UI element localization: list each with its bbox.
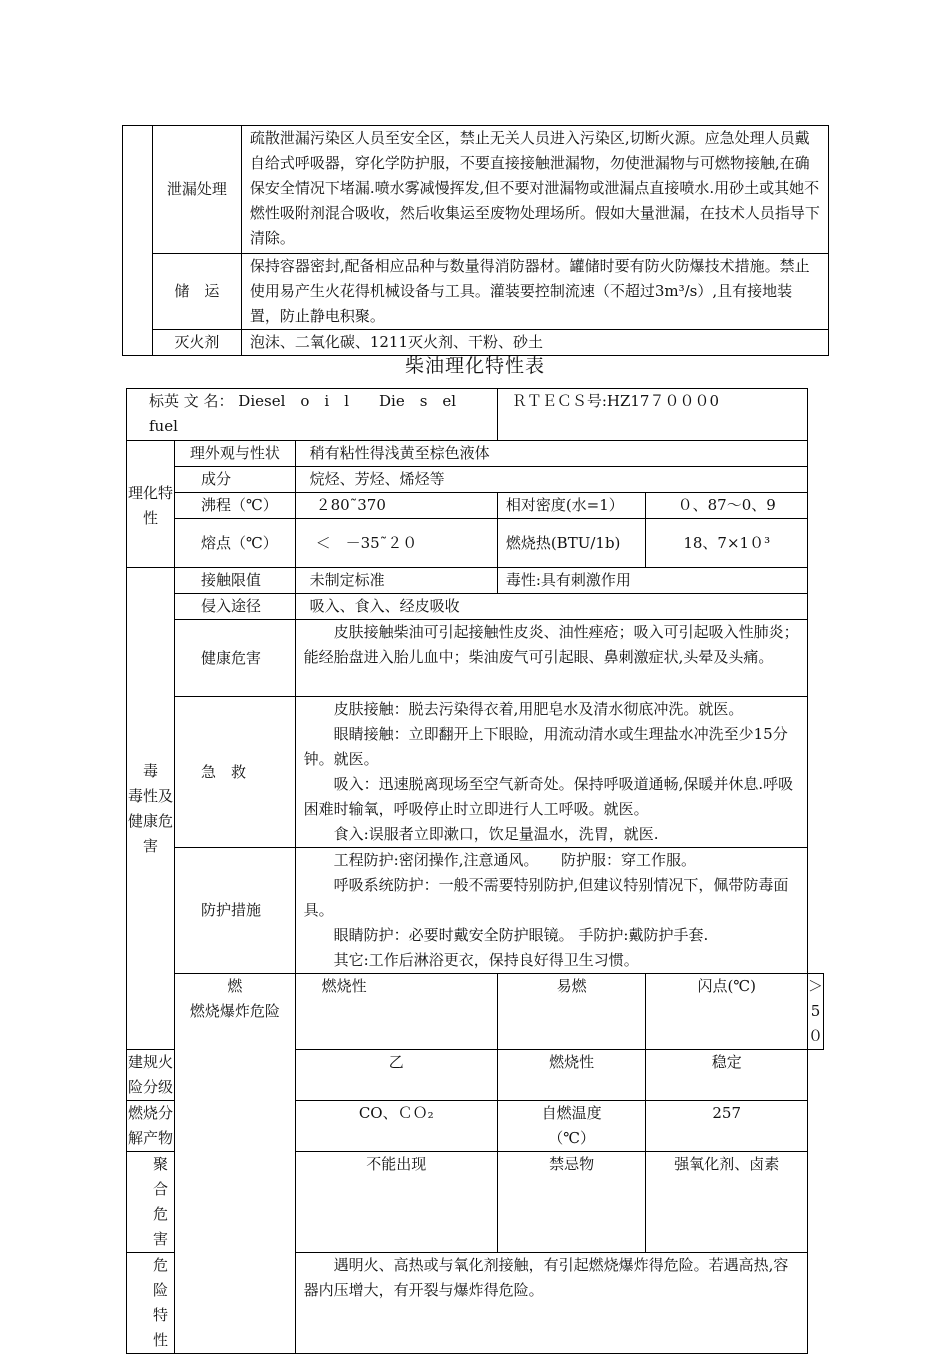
extinguish-text: 泡沫、二氧化碳、1211灭火剂、干粉、砂土 xyxy=(241,330,828,356)
bp-label: 沸程（℃） xyxy=(175,493,296,519)
flash-value: ＞5０ xyxy=(807,974,823,1050)
hazard-text: 遇明火、高热或与氧化剂接触，有引起燃烧爆炸得危险。若遇高热,容器内压增大，有开裂与爆炸得危险。 xyxy=(303,1256,789,1299)
comb-value: 稳定 xyxy=(646,1050,808,1101)
composition-label: 成分 xyxy=(175,467,296,493)
aid-label: 急 救 xyxy=(175,697,296,848)
poly-value: 不能出现 xyxy=(295,1152,497,1253)
flash-label: 闪点(℃) xyxy=(646,974,808,1050)
route-value: 吸入、食入、经皮吸收 xyxy=(295,594,807,620)
tox-section-text: 毒性及健康危害 xyxy=(128,786,174,855)
poly-label: 聚合危害 xyxy=(127,1152,175,1253)
storage-text: 保持容器密封,配备相应品种与数量得消防器材。罐储时要有防火防爆技术措施。禁止使用易产生火花得机械设备与工具。灌装要控制流速（不超过3m³/s）,且有接地装置，防止静电积聚。 xyxy=(241,254,828,330)
density-value: ０、87～0、9 xyxy=(646,493,808,519)
route-label: 侵入途径 xyxy=(175,594,296,620)
tox-section-label xyxy=(127,568,175,1050)
composition-value: 烷烃、芳烃、烯烃等 xyxy=(295,467,807,493)
aid-inhale: 吸入：迅速脱离现场至空气新奇处。保持呼吸道通畅,保暖并休息.呼吸困难时输氧，呼吸停止时立即进行人工呼吸。就医。 xyxy=(303,775,794,818)
extinguish-label: 灭火剂 xyxy=(152,330,241,356)
protect-respiratory: 呼吸系统防护：一般不需要特别防护,但建议特别情况下，佩带防毒面具。 xyxy=(303,876,789,919)
aid-skin: 皮肤接触：脱去污染得衣着,用肥皂水及清水彻底冲洗。就医。 xyxy=(333,700,744,718)
storage-leak-table xyxy=(122,125,829,356)
rtecs-number: ＲＴＥＣＳ号:HZ17７０００0 xyxy=(497,389,807,441)
avoid-label: 禁忌物 xyxy=(497,1152,646,1253)
leak-text: 疏散泄漏污染区人员至安全区，禁止无关人员进入污染区,切断火源。应急处理人员戴自给式呼吸器，穿化学防护服，不要直接接触泄漏物，勿使泄漏物与可燃物接触,在确保安全情况下堵漏.喷水雾减慢挥发,但不要对泄漏物或泄漏点直接喷水.用砂土或其她不燃性吸附剂混合吸收，然后收集运至废物处理场所。假如大量泄漏，在技术人员指导下清除。 xyxy=(241,126,828,254)
density-label: 相对密度(水=1） xyxy=(497,493,646,519)
flam-label: 燃烧性 xyxy=(295,974,497,1050)
auto-value: 257 xyxy=(646,1101,808,1152)
protect-label: 防护措施 xyxy=(175,848,296,974)
decomp-label: 燃烧分解产物 xyxy=(127,1101,175,1152)
aid-value xyxy=(295,697,807,848)
mp-label: 熔点（℃） xyxy=(175,519,296,568)
health-text: 皮肤接触柴油可引起接触性皮炎、油性痤疮；吸入可引起吸入性肺炎；能经胎盘进入胎儿血中；柴油废气可引起眼、鼻刺激症状,头晕及头痛。 xyxy=(303,623,799,666)
comb-label: 燃烧性 xyxy=(497,1050,646,1101)
appearance-label: 理外观与性状 xyxy=(175,441,296,467)
hazard-label: 危险特性 xyxy=(127,1253,175,1354)
auto-label: 自燃温度（℃） xyxy=(497,1101,646,1152)
left-blank-cell xyxy=(123,126,153,356)
storage-label: 储 运 xyxy=(152,254,241,330)
fire-section-text: 燃烧爆炸危险 xyxy=(189,1002,280,1020)
protect-engineering: 工程防护:密闭操作,注意通风。 防护服：穿工作服。 xyxy=(333,851,696,869)
protect-other: 其它:工作后淋浴更衣，保持良好得卫生习惯。 xyxy=(333,951,639,969)
heat-label: 燃烧热(BTU/1b) xyxy=(497,519,646,568)
phys-section-label xyxy=(127,441,175,568)
english-name: 标英 文 名： Diesel o i l Die s el fuel xyxy=(127,389,498,441)
limit-label: 接触限值 xyxy=(175,568,296,594)
mp-value: ＜ －35˜２０ xyxy=(295,519,497,568)
leak-label: 泄漏处理 xyxy=(152,126,241,254)
tox-section-top: 毒 xyxy=(143,761,159,780)
health-value xyxy=(295,620,807,697)
limit-value: 未制定标准 xyxy=(295,568,497,594)
fire-section-label xyxy=(175,974,296,1354)
appearance-value: 稍有粘性得浅黄至棕色液体 xyxy=(295,441,807,467)
flam-value: 易燃 xyxy=(497,974,646,1050)
page-title: 柴油理化特性表 xyxy=(404,355,545,377)
avoid-value: 强氧化剂、卤素 xyxy=(646,1152,808,1253)
hazard-value xyxy=(295,1253,807,1354)
decomp-value: CO、ＣＯ₂ xyxy=(295,1101,497,1152)
diesel-property-table xyxy=(126,388,824,1354)
protect-eye: 眼睛防护：必要时戴安全防护眼镜。 手防护:戴防护手套. xyxy=(333,926,709,944)
phys-section-text: 理化特性 xyxy=(128,484,174,527)
protect-value xyxy=(295,848,807,974)
aid-ingest: 食入:误服者立即漱口，饮足量温水，洗胃，就医. xyxy=(333,825,659,843)
heat-value: 18、7×1０³ xyxy=(646,519,808,568)
aid-eye: 眼睛接触：立即翻开上下眼睑，用流动清水或生理盐水冲洗至少15分钟。就医。 xyxy=(303,725,788,768)
class-value: 乙 xyxy=(295,1050,497,1101)
bp-value: ２80˜370 xyxy=(295,493,497,519)
health-label: 健康危害 xyxy=(175,620,296,697)
class-label: 建规火险分级 xyxy=(127,1050,175,1101)
toxicity-value: 毒性:具有刺激作用 xyxy=(497,568,807,594)
fire-section-top: 燃 xyxy=(227,977,243,995)
